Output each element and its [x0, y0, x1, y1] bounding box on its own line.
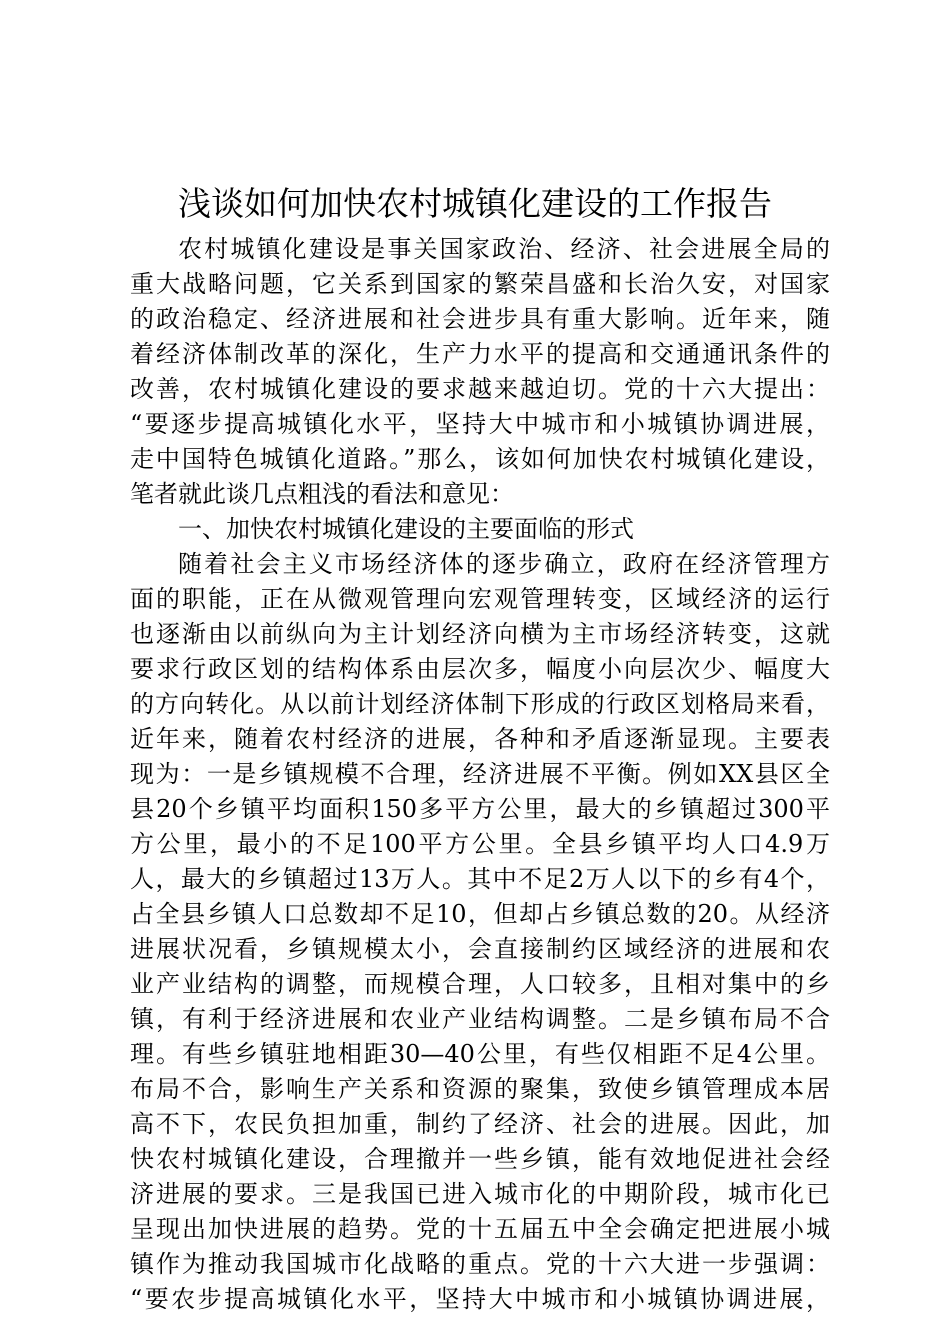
text-line: 也逐渐由以前纵向为主计划经济向横为主市场经济转变，这就 [130, 620, 830, 648]
text-line: 一、加快农村城镇化建设的主要面临的形式 [178, 515, 634, 543]
text-line: “要逐步提高城镇化水平，坚持大中城市和小城镇协调进展， [130, 410, 830, 438]
text-line: 面的职能，正在从微观管理向宏观管理转变，区域经济的运行 [130, 585, 830, 613]
text-line: 占全县乡镇人口总数却不足10，但却占乡镇总数的20。从经济 [130, 900, 830, 928]
text-line: 走中国特色城镇化道路。”那么，该如何加快农村城镇化建设， [130, 445, 830, 473]
text-line: 镇作为推动我国城市化战略的重点。党的十六大进一步强调： [130, 1250, 830, 1278]
text-line: 农村城镇化建设是事关国家政治、经济、社会进展全局的 [178, 235, 830, 263]
text-line: 着经济体制改革的深化，生产力水平的提高和交通通讯条件的 [130, 340, 830, 368]
text-line: 进展状况看，乡镇规模太小，会直接制约区域经济的进展和农 [130, 935, 830, 963]
text-line: 人，最大的乡镇超过13万人。其中不足2万人以下的乡有4个， [130, 865, 830, 893]
text-line: 的方向转化。从以前计划经济体制下形成的行政区划格局来看， [130, 690, 830, 718]
text-line: 济进展的要求。三是我国已进入城市化的中期阶段，城市化已 [130, 1180, 830, 1208]
text-line: 笔者就此谈几点粗浅的看法和意见： [130, 480, 514, 508]
text-line: 要求行政区划的结构体系由层次多，幅度小向层次少、幅度大 [130, 655, 830, 683]
text-line: 呈现出加快进展的趋势。党的十五届五中全会确定把进展小城 [130, 1215, 830, 1243]
text-line: 随着社会主义市场经济体的逐步确立，政府在经济管理方 [178, 550, 830, 578]
text-line: 理。有些乡镇驻地相距30—40公里，有些仅相距不足4公里。 [130, 1040, 830, 1068]
text-line: 重大战略问题，它关系到国家的繁荣昌盛和长治久安，对国家 [130, 270, 830, 298]
text-line: “要农步提高城镇化水平，坚持大中城市和小城镇协调进展， [130, 1285, 830, 1313]
document-title: 浅谈如何加快农村城镇化建设的工作报告 [178, 184, 772, 223]
text-line: 改善，农村城镇化建设的要求越来越迫切。党的十六大提出： [130, 375, 830, 403]
text-line: 高不下，农民负担加重，制约了经济、社会的进展。因此，加 [130, 1110, 830, 1138]
text-line: 快农村城镇化建设，合理撤并一些乡镇，能有效地促进社会经 [130, 1145, 830, 1173]
text-line: 现为：一是乡镇规模不合理，经济进展不平衡。例如XX县区全 [130, 760, 830, 788]
document-body [130, 232, 830, 1317]
text-line: 近年来，随着农村经济的进展，各种和矛盾逐渐显现。主要表 [130, 725, 830, 753]
text-line: 县20个乡镇平均面积150多平方公里，最大的乡镇超过300平 [130, 795, 830, 823]
text-line: 方公里，最小的不足100平方公里。全县乡镇平均人口4.9万 [130, 830, 830, 858]
text-line: 布局不合，影响生产关系和资源的聚集，致使乡镇管理成本居 [130, 1075, 830, 1103]
text-line: 镇，有利于经济进展和农业产业结构调整。二是乡镇布局不合 [130, 1005, 830, 1033]
text-line: 业产业结构的调整，而规模合理，人口较多，且相对集中的乡 [130, 970, 830, 998]
text-line: 的政治稳定、经济进展和社会进步具有重大影响。近年来，随 [130, 305, 830, 333]
